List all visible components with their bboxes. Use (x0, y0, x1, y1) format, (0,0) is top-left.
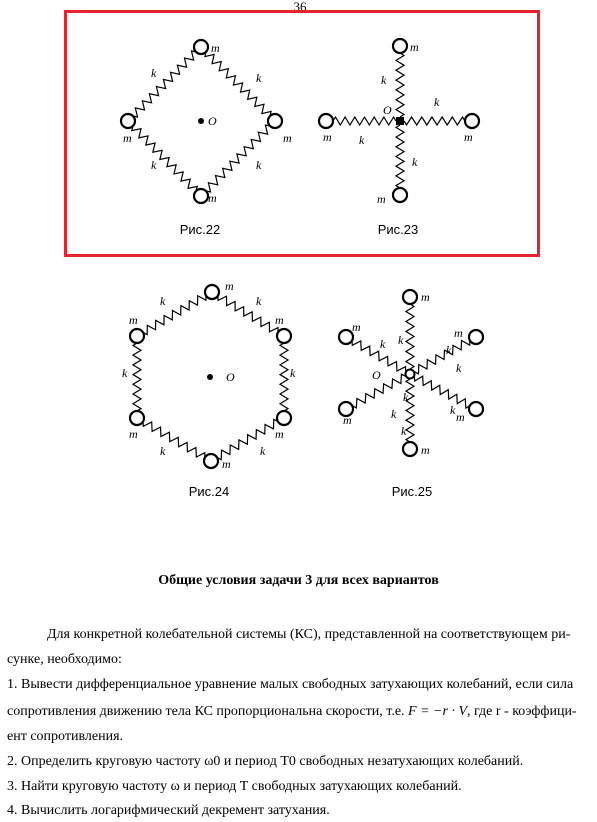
mass (339, 330, 353, 344)
spring-label: k (401, 424, 407, 438)
spring-label: k (151, 66, 157, 80)
mass-label: m (275, 427, 284, 441)
spring-label: k (359, 133, 365, 147)
mass-label: m (225, 279, 234, 293)
mass-label: m (454, 326, 463, 340)
mass (194, 40, 208, 54)
spring-label: k (434, 95, 440, 109)
mass (393, 188, 407, 202)
mass-label: m (421, 290, 430, 304)
item-4: 4. Вычислить логарифмический декремент затухания. (7, 803, 330, 818)
caption-fig22: Рис.22 (179, 222, 221, 237)
spring (414, 340, 470, 373)
spring-label: k (122, 366, 128, 380)
spring (414, 376, 469, 408)
center-label: O (372, 368, 381, 382)
mass (205, 285, 219, 299)
spring (143, 296, 206, 335)
item-1-line-2 (7, 704, 585, 720)
mass-label: m (410, 40, 419, 54)
mass-label: m (208, 191, 217, 205)
spring (143, 422, 205, 458)
figure-22 (121, 40, 292, 205)
mass (130, 329, 144, 343)
item-1-text: сопротивления движению тела КС пропорциональна скорости, т.е. (7, 704, 405, 719)
spring (280, 343, 288, 411)
spring (333, 117, 396, 125)
spring-label: k (391, 407, 397, 421)
section-heading: Общие условия задачи 3 для всех вариантов (158, 573, 439, 588)
mass-label: m (464, 130, 473, 144)
spring-label: k (256, 71, 262, 85)
page-number: 36 (293, 0, 307, 14)
spring-label: k (456, 361, 462, 375)
mass-label: m (283, 131, 292, 145)
spring (404, 117, 465, 125)
mass (403, 290, 417, 304)
spring-label: k (381, 73, 387, 87)
mass-label: m (456, 410, 465, 424)
spring-label: k (403, 390, 409, 404)
spring (132, 126, 197, 191)
mass (465, 114, 479, 128)
center-label: O (226, 370, 235, 384)
spring-label: k (260, 444, 266, 458)
mass (469, 402, 483, 416)
spring (406, 379, 414, 442)
spring-label: k (160, 444, 166, 458)
paragraph-line-2: сунке, необходимо: (7, 652, 122, 667)
mass (130, 411, 144, 425)
figure-23 (319, 39, 479, 206)
center-label: O (208, 114, 217, 128)
spring-label: k (398, 333, 404, 347)
mass (393, 39, 407, 53)
center-label: O (383, 103, 392, 117)
mass (319, 114, 333, 128)
caption-fig23: Рис.23 (377, 222, 419, 237)
center-block (406, 370, 415, 379)
mass-label: m (323, 130, 332, 144)
mass (268, 114, 282, 128)
paragraph-line-1: Для конкретной колебательной системы (КС), представленной на соответствующем ри- (47, 627, 571, 642)
mass-label: m (222, 457, 231, 471)
mass-label: m (123, 131, 132, 145)
spring (218, 296, 278, 333)
spring (133, 51, 196, 117)
mass-label: m (421, 443, 430, 457)
spring-label: k (290, 366, 296, 380)
figure-25 (339, 290, 483, 457)
figure-24 (122, 279, 296, 471)
spring-label: k (380, 337, 386, 351)
mass (277, 329, 291, 343)
spring-label: k (256, 294, 262, 308)
caption-fig25: Рис.25 (391, 484, 433, 499)
mass (121, 114, 135, 128)
spring (396, 125, 404, 188)
spring (217, 419, 278, 459)
spring (133, 343, 141, 411)
mass (204, 454, 218, 468)
spring (396, 53, 404, 117)
mass-label: m (352, 320, 361, 334)
formula: F = −r · V (408, 704, 467, 719)
spring-label: k (412, 155, 418, 169)
item-1-tail: , где r - коэффици- (467, 704, 577, 719)
center-block (396, 117, 404, 125)
caption-fig24: Рис.24 (188, 484, 230, 499)
mass-label: m (343, 413, 352, 427)
mass-label: m (211, 41, 220, 55)
spring-label: k (256, 158, 262, 172)
mass-label: m (129, 427, 138, 441)
mass-label: m (129, 313, 138, 327)
spring-label: k (446, 343, 452, 357)
mass (469, 330, 483, 344)
spring-label: k (151, 158, 157, 172)
mass-label: m (275, 313, 284, 327)
spring-label: k (450, 403, 456, 417)
mass (403, 442, 417, 456)
center-point (207, 374, 213, 380)
item-1-line-1: 1. Вывести дифференциальное уравнение малых свободных затухающих колебаний, если сила (7, 677, 574, 692)
item-2: 2. Определить круговую частоту ω0 и период T0 свободных незатухающих колебаний. (7, 754, 524, 769)
mass-label: m (377, 192, 386, 206)
spring (406, 304, 414, 369)
center-point (198, 118, 204, 124)
mass (277, 411, 291, 425)
item-3: 3. Найти круговую частоту ω и период T свободных затухающих колебаний. (7, 779, 462, 794)
spring-label: k (160, 294, 166, 308)
mass (194, 189, 208, 203)
item-1-line-3: ент сопротивления. (7, 729, 124, 744)
